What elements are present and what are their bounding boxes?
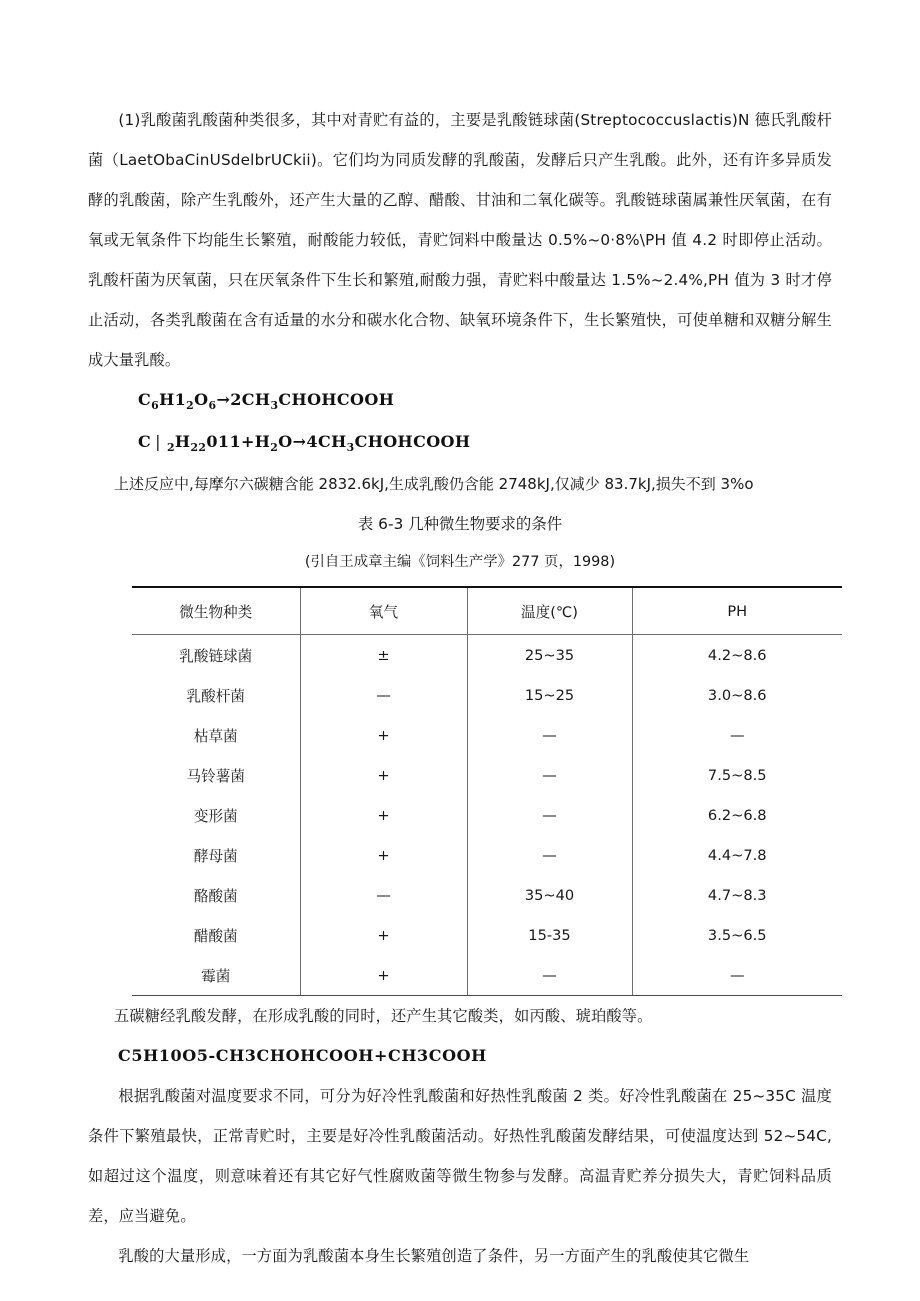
cell-temperature: 15-35 xyxy=(467,915,632,955)
paragraph-temperature-classes: 根据乳酸菌对温度要求不同，可分为好冷性乳酸菌和好热性乳酸菌 2 类。好冷性乳酸菌在 25~35C 温度条件下繁殖最快，正常青贮时，主要是好冷性乳酸菌活动。好热性乳酸菌发酵结果，可使温度达到 52~54C,如超过这个温度，则意味着还有其它好气性腐败菌等微生物参与发酵。高温青贮养分损失大，青贮饲料品质差，应当避免。 xyxy=(88,1087,832,1225)
table-row xyxy=(132,955,842,995)
cell-species: 变形菌 xyxy=(193,808,238,825)
cell-ph: — xyxy=(632,715,842,755)
cell-ph: 6.2~6.8 xyxy=(632,795,842,835)
cell-species: 枯草菌 xyxy=(193,728,238,745)
table-row xyxy=(132,835,842,875)
cell-temperature: — xyxy=(467,755,632,795)
cell-oxygen: + xyxy=(300,715,467,755)
cell-species: 醋酸菌 xyxy=(193,928,238,945)
cell-temperature: — xyxy=(467,835,632,875)
cell-species: 酪酸菌 xyxy=(193,888,238,905)
cell-oxygen: — xyxy=(300,675,467,715)
cell-ph: — xyxy=(632,955,842,995)
cell-temperature: — xyxy=(467,795,632,835)
cell-ph: 4.4~7.8 xyxy=(632,835,842,875)
paragraph-lactic-acid-bacteria: (1)乳酸菌乳酸菌种类很多，其中对青贮有益的，主要是乳酸链球菌(Streptococcuslactis)N 德氏乳酸杆菌（LaetObaCinUSdelbrUCkii)。它们均为同质发酵的乳酸菌，发酵后只产生乳酸。此外，还有许多异质发酵的乳酸菌，除产生乳酸外，还产生大量的乙醇、醋酸、甘油和二氧化碳等。乳酸链球菌属兼性厌氧菌，在有氧或无氧条件下均能生长繁殖，耐酸能力较低，青贮饲料中酸量达 0.5%~0·8%\PH 值 4.2 时即停止活动。乳酸杆菌为厌氧菌，只在厌氧条件下生长和繁殖,耐酸力强，青贮料中酸量达 1.5%~2.4%,PH 值为 3 时才停止活动，各类乳酸菌在含有适量的水分和碳水化合物、缺氧环境条件下，生长繁殖快，可使单糖和双糖分解生成大量乳酸。 xyxy=(88,111,832,369)
cell-species: 酵母菌 xyxy=(193,848,238,865)
page-content xyxy=(88,100,832,1276)
microorganism-conditions-table xyxy=(132,588,842,995)
cell-ph: 3.0~8.6 xyxy=(632,675,842,715)
cell-temperature: — xyxy=(467,715,632,755)
table-row xyxy=(132,915,842,955)
chemical-formula-sucrose-to-lactic-acid: C | $_2H_{22}011+H_2O\to 4CH_3CHOHCOOH$ xyxy=(138,432,471,454)
note-energy-balance: 上述反应中,每摩尔六碳糖含能 2832.6kJ,生成乳酸仍含能 2748kJ,仅减少 83.7kJ,损失不到 3%o xyxy=(114,475,754,493)
cell-oxygen: + xyxy=(300,795,467,835)
column-header-ph: PH xyxy=(632,588,842,635)
cell-species: 乳酸杆菌 xyxy=(186,688,245,705)
paragraph-pentose-fermentation: 五碳糖经乳酸发酵，在形成乳酸的同时，还产生其它酸类，如丙酸、琥珀酸等。 xyxy=(114,1007,653,1025)
cell-ph: 4.2~8.6 xyxy=(632,635,842,676)
cell-species: 马铃薯菌 xyxy=(186,768,245,785)
column-header-species: 微生物种类 xyxy=(132,588,300,635)
table-header-row xyxy=(132,588,842,635)
cell-ph: 3.5~6.5 xyxy=(632,915,842,955)
cell-species: 乳酸链球菌 xyxy=(179,648,253,665)
cell-temperature: 25~35 xyxy=(467,635,632,676)
paragraph-lactic-acid-formation: 乳酸的大量形成，一方面为乳酸菌本身生长繁殖创造了条件，另一方面产生的乳酸使其它微生 xyxy=(118,1247,750,1265)
cell-temperature: — xyxy=(467,955,632,995)
column-header-temperature: 温度(℃) xyxy=(467,588,632,635)
table-title: 表 6-3 几种微生物要求的条件 xyxy=(357,515,563,533)
cell-ph: 4.7~8.3 xyxy=(632,875,842,915)
table-row xyxy=(132,675,842,715)
cell-oxygen: + xyxy=(300,915,467,955)
table-header xyxy=(132,588,842,635)
table-source-citation: (引自王成章主编《饲料生产学》277 页，1998) xyxy=(304,554,616,570)
chemical-formula-glucose-to-lactic-acid: $C_6H1_2O_6\to 2CH_3CHOHCOOH$ xyxy=(138,390,395,412)
cell-oxygen: — xyxy=(300,875,467,915)
cell-oxygen: ± xyxy=(300,635,467,676)
cell-oxygen: + xyxy=(300,955,467,995)
table-row xyxy=(132,755,842,795)
table-row xyxy=(132,795,842,835)
cell-oxygen: + xyxy=(300,755,467,795)
cell-temperature: 15~25 xyxy=(467,675,632,715)
cell-oxygen: + xyxy=(300,835,467,875)
table-row xyxy=(132,635,842,676)
table-row xyxy=(132,875,842,915)
table-body xyxy=(132,635,842,996)
table-row xyxy=(132,715,842,755)
column-header-oxygen: 氧气 xyxy=(300,588,467,635)
cell-ph: 7.5~8.5 xyxy=(632,755,842,795)
cell-temperature: 35~40 xyxy=(467,875,632,915)
chemical-formula-pentose: C5H10O5-CH3CHOHCOOH+CH3COOH xyxy=(118,1046,487,1065)
cell-species: 霉菌 xyxy=(201,968,231,985)
conditions-table-wrapper xyxy=(88,586,832,996)
